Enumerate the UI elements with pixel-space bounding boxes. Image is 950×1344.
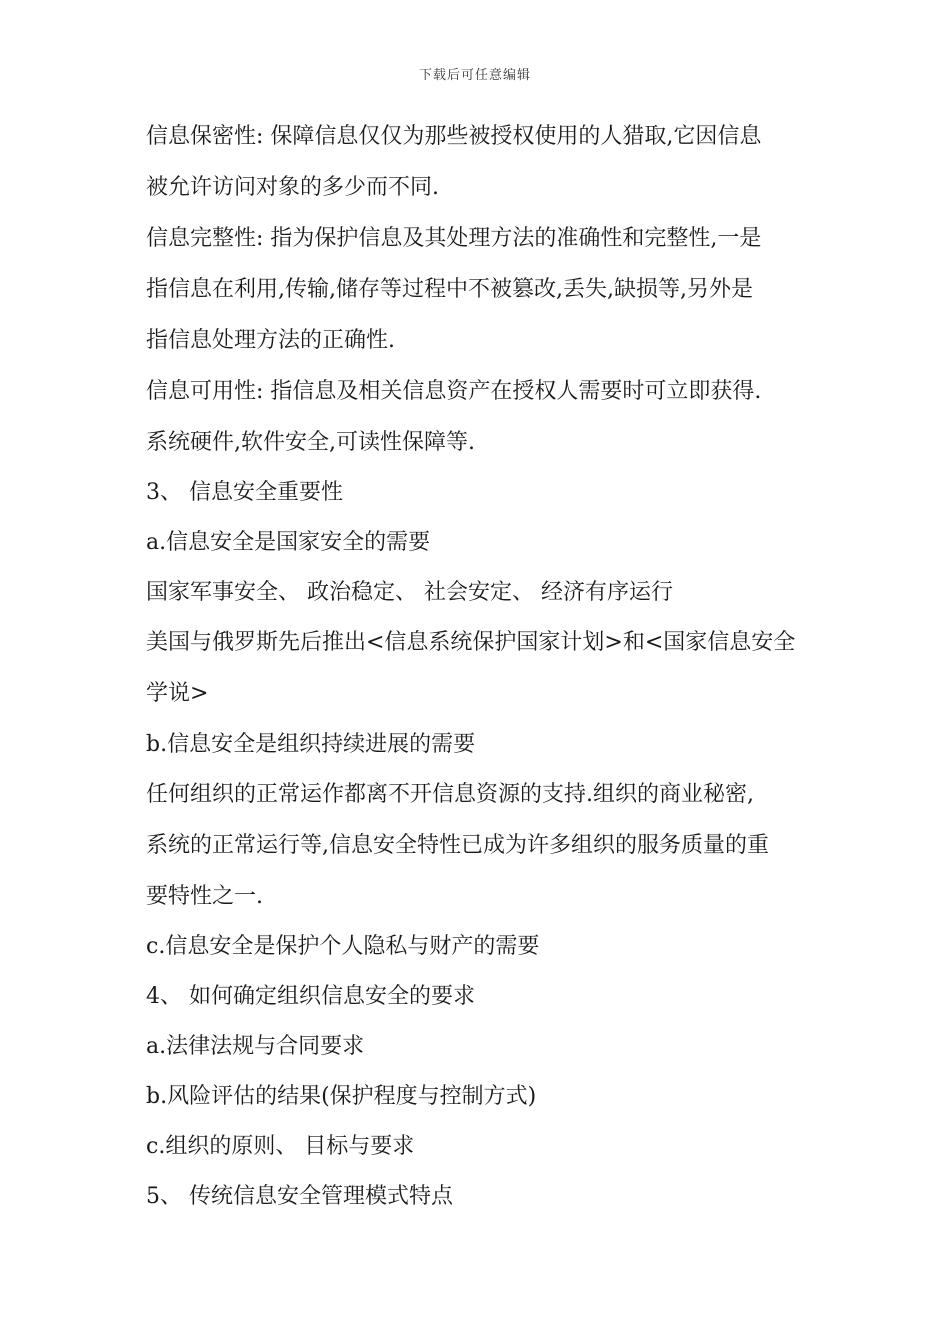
text-line-11: 美国与俄罗斯先后推出<信息系统保护国家计划>和<国家信息安全: [146, 630, 796, 655]
page-header: 下载后可任意编辑: [418, 68, 531, 83]
text-line-19: a.法律法规与合同要求: [146, 1034, 365, 1059]
text-line-14: 任何组织的正常运作都离不开信息资源的支持.组织的商业秘密,: [146, 782, 754, 807]
text-line-4: 指信息在利用,传输,储存等过程中不被篡改,丢失,缺损等,另外是: [146, 277, 753, 302]
text-line-13: b.信息安全是组织持续进展的需要: [146, 732, 476, 757]
text-line-7: 系统硬件,软件安全,可读性保障等.: [146, 430, 475, 455]
section-heading-4: 4、 如何确定组织信息安全的要求: [146, 984, 475, 1009]
text-line-2: 被允许访问对象的多少而不同.: [146, 175, 439, 200]
text-line-3: 信息完整性: 指为保护信息及其处理方法的准确性和完整性,一是: [146, 226, 762, 251]
text-line-5: 指信息处理方法的正确性.: [146, 328, 395, 353]
text-line-15: 系统的正常运行等,信息安全特性已成为许多组织的服务质量的重: [146, 833, 769, 858]
section-heading-3: 3、 信息安全重要性: [146, 480, 343, 505]
text-line-6: 信息可用性: 指信息及相关信息资产在授权人需要时可立即获得.: [146, 379, 762, 404]
section-heading-5: 5、 传统信息安全管理模式特点: [146, 1184, 453, 1209]
text-line-10: 国家军事安全、 政治稳定、 社会安定、 经济有序运行: [146, 580, 673, 605]
text-line-1: 信息保密性: 保障信息仅仅为那些被授权使用的人猎取,它因信息: [146, 124, 762, 149]
text-line-12: 学说>: [146, 681, 209, 706]
text-line-17: c.信息安全是保护个人隐私与财产的需要: [146, 934, 540, 959]
text-line-9: a.信息安全是国家安全的需要: [146, 530, 431, 555]
text-line-20: b.风险评估的结果(保护程度与控制方式): [146, 1084, 537, 1109]
text-line-21: c.组织的原则、 目标与要求: [146, 1134, 415, 1159]
text-line-16: 要特性之一.: [146, 884, 263, 909]
